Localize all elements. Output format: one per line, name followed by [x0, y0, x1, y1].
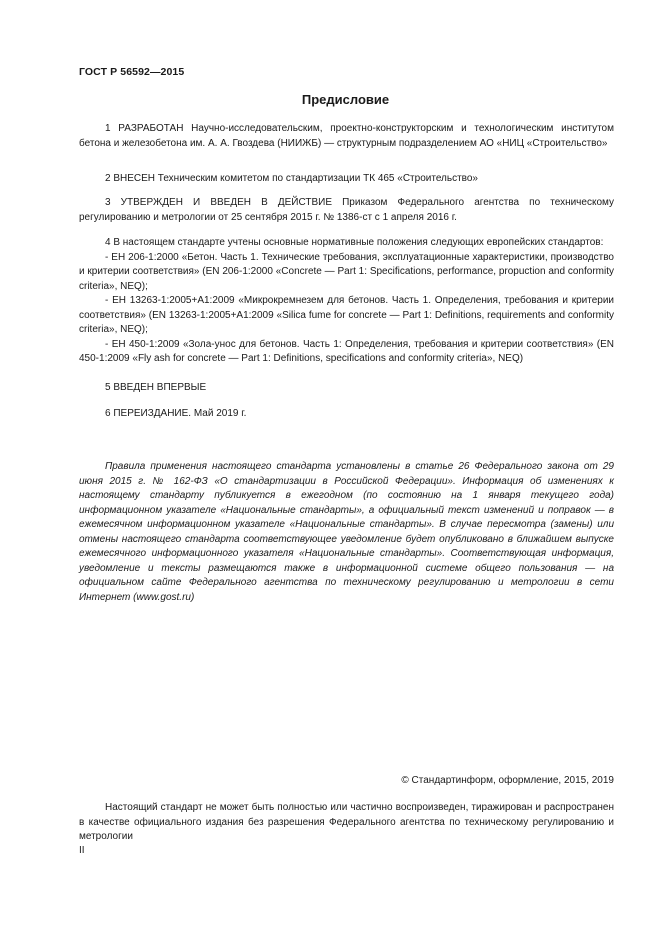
preface-item-4-standard-3: - ЕН 450-1:2009 «Зола-унос для бетонов. Часть 1: Определения, требования и критерии соответствия» (EN 450-1:2009 «Fly ash for concrete — Part 1: Definitions, specifications and conformity criteria», NEQ): [79, 338, 614, 364]
preface-item-2: [79, 172, 614, 187]
reprint-restriction-note: Настоящий стандарт не может быть полностью или частично воспроизведен, тиражирован и распространен в качестве официального издания без разрешения Федерального агентства по техническому регулированию и метрологии: [79, 802, 614, 842]
preface-item-1: [79, 122, 614, 151]
preface-item-6-text: 6 ПЕРЕИЗДАНИЕ. Май 2019 г.: [105, 408, 247, 419]
preface-item-5-text: 5 ВВЕДЕН ВПЕРВЫЕ: [105, 382, 207, 393]
preface-title: Предисловие: [301, 92, 390, 107]
preface-item-4: [79, 236, 614, 367]
standard-application-notice: Правила применения настоящего стандарта установлены в статье 26 Федерального закона от 29 июня 2015 г. № 162-ФЗ «О стандартизации в Российской Федерации». Информация об изменениях к настоящему стандарту публикуется в ежегодном (по состоянию на 1 января текущего года) информационном указателе «Национальные стандарты», а официальный текст изменений и поправок — в ежемесячном информационном указателе «Национальные стандарты». В случае пересмотра (замены) или отмены настоящего стандарта соответствующее уведомление будет опубликовано в ближайшем выпуске ежемесячного информационного указателя «Национальные стандарты». Соответствующая информация, уведомление и тексты размещаются также в информационной системе общего пользования — на официальном сайте Федерального агентства по техническому регулированию и метрологии в сети Интернет (www.gost.ru): [79, 461, 614, 603]
preface-item-4-standard-1: - ЕН 206-1:2000 «Бетон. Часть 1. Технические требования, эксплуатационные характеристики, производство и критерии соответствия» (EN 206-1:2000 «Concrete — Part 1: Specifications, performance, propuction and conformity criteria», NEQ);: [79, 251, 614, 292]
page-number: II: [79, 845, 85, 856]
preface-item-4-standard-2: - ЕН 13263-1:2005+А1:2009 «Микрокремнезем для бетонов. Часть 1. Определения, требования и критерии соответствия» (EN 13263-1:2005+A1:2009 «Silica fume for concrete — Part 1: Definitions, requirements and conformity criteria», NEQ);: [79, 295, 614, 335]
preface-item-2-text: 2 ВНЕСЕН Техническим комитетом по стандартизации ТК 465 «Строительство»: [105, 173, 478, 184]
preface-item-4-intro: 4 В настоящем стандарте учтены основные нормативные положения следующих европейских стандартов:: [105, 237, 604, 248]
preface-item-5: [79, 381, 614, 396]
copyright-line: © Стандартинформ, оформление, 2015, 2019: [401, 775, 614, 786]
preface-item-3: [79, 196, 614, 225]
preface-item-1-text: 1 РАЗРАБОТАН Научно-исследовательским, проектно-конструкторским и технологическим институтом бетона и железобетона им. А. А. Гвоздева (НИИЖБ) — структурным подразделением АО «НИЦ «Строительство»: [79, 123, 614, 149]
preface-item-6: [79, 407, 614, 422]
standard-code: ГОСТ Р 56592—2015: [79, 66, 185, 78]
preface-item-3-text: 3 УТВЕРЖДЕН И ВВЕДЕН В ДЕЙСТВИЕ Приказом Федерального агентства по техническому регулированию и метрологии от 25 сентября 2015 г. № 1386-ст с 1 апреля 2016 г.: [79, 197, 614, 223]
